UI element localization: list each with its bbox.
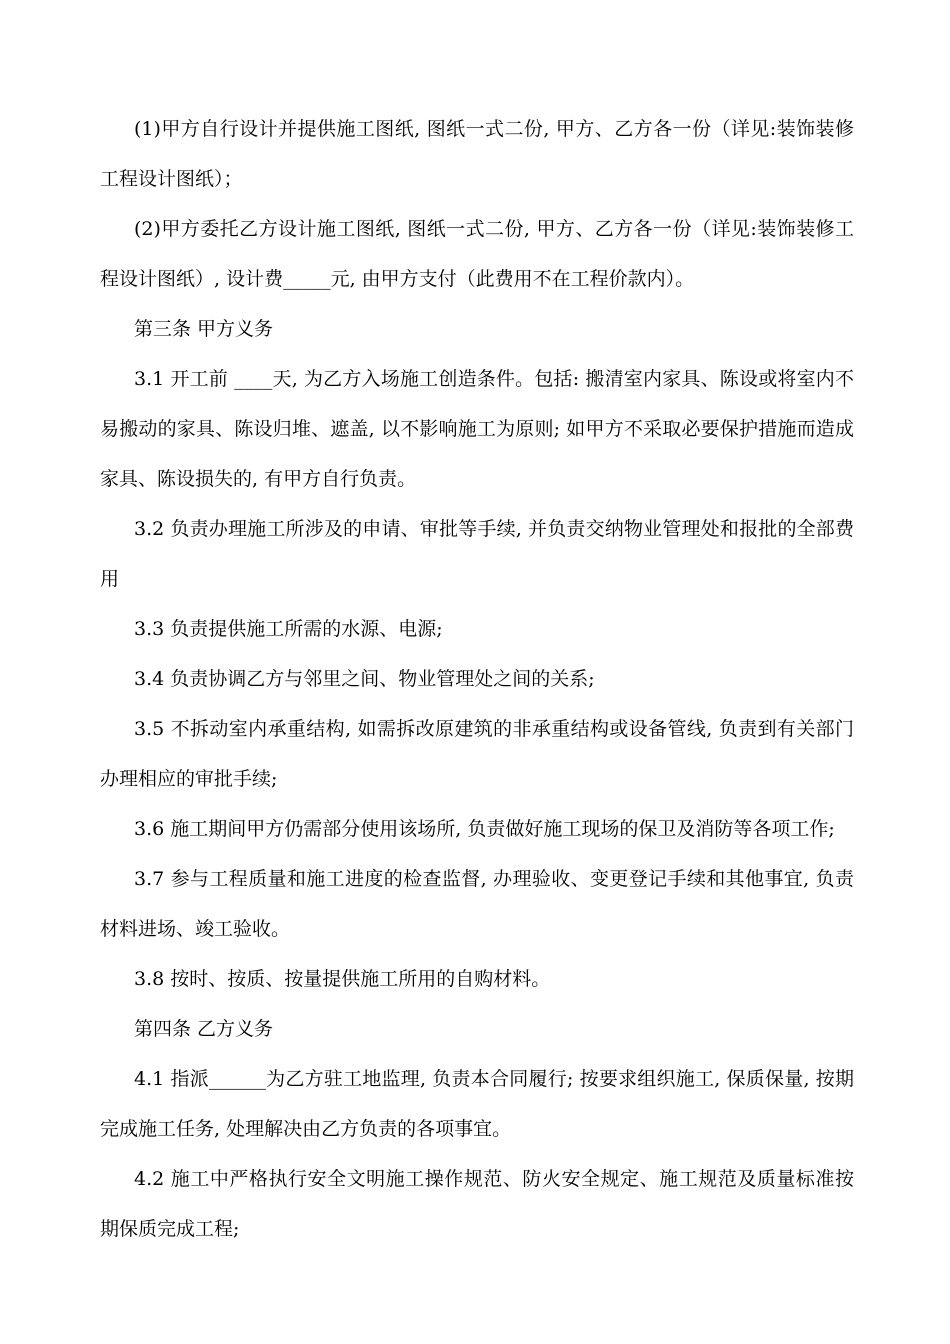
section-heading-article-4: 第四条 乙方义务 [134,1018,274,1040]
paragraph-3-3: 3.3 负责提供施工所需的水源、电源; [134,618,443,640]
paragraph-3-1: 3.1 开工前 ____天, 为乙方入场施工创造条件。包括: 搬清室内家具、陈设或将室内不易搬动的家具、陈设归堆、遮盖, 以不影响施工为原则; 如甲方不采取必要保护措施而造成家具、陈设损失的, 有甲方自行负责。 [100,368,854,490]
section-heading-article-3: 第三条 甲方义务 [134,318,274,340]
paragraph-3-4: 3.4 负责协调乙方与邻里之间、物业管理处之间的关系; [134,668,595,690]
paragraph-3-2: 3.2 负责办理施工所涉及的申请、审批等手续, 并负责交纳物业管理处和报批的全部费用 [100,518,854,590]
paragraph-design-option-1: (1)甲方自行设计并提供施工图纸, 图纸一式二份, 甲方、乙方各一份（详见:装饰装修工程设计图纸）； [100,118,854,190]
paragraph-3-6: 3.6 施工期间甲方仍需部分使用该场所, 负责做好施工现场的保卫及消防等各项工作; [134,818,835,840]
document-body [100,104,854,1254]
paragraph-3-8: 3.8 按时、按质、按量提供施工所用的自购材料。 [134,968,551,990]
paragraph-3-7: 3.7 参与工程质量和施工进度的检查监督, 办理验收、变更登记手续和其他事宜, 负责材料进场、竣工验收。 [100,868,854,940]
paragraph-3-5: 3.5 不拆动室内承重结构, 如需拆改原建筑的非承重结构或设备管线, 负责到有关部门办理相应的审批手续; [100,718,854,790]
paragraph-design-option-2: (2)甲方委托乙方设计施工图纸, 图纸一式二份, 甲方、乙方各一份（详见:装饰装修工程设计图纸）, 设计费_____元, 由甲方支付（此费用不在工程价款内）。 [100,218,854,290]
paragraph-4-2: 4.2 施工中严格执行安全文明施工操作规范、防火安全规定、施工规范及质量标准按期保质完成工程; [100,1168,854,1240]
paragraph-4-1: 4.1 指派______为乙方驻工地监理, 负责本合同履行; 按要求组织施工, 保质保量, 按期完成施工任务, 处理解决由乙方负责的各项事宜。 [100,1068,854,1140]
